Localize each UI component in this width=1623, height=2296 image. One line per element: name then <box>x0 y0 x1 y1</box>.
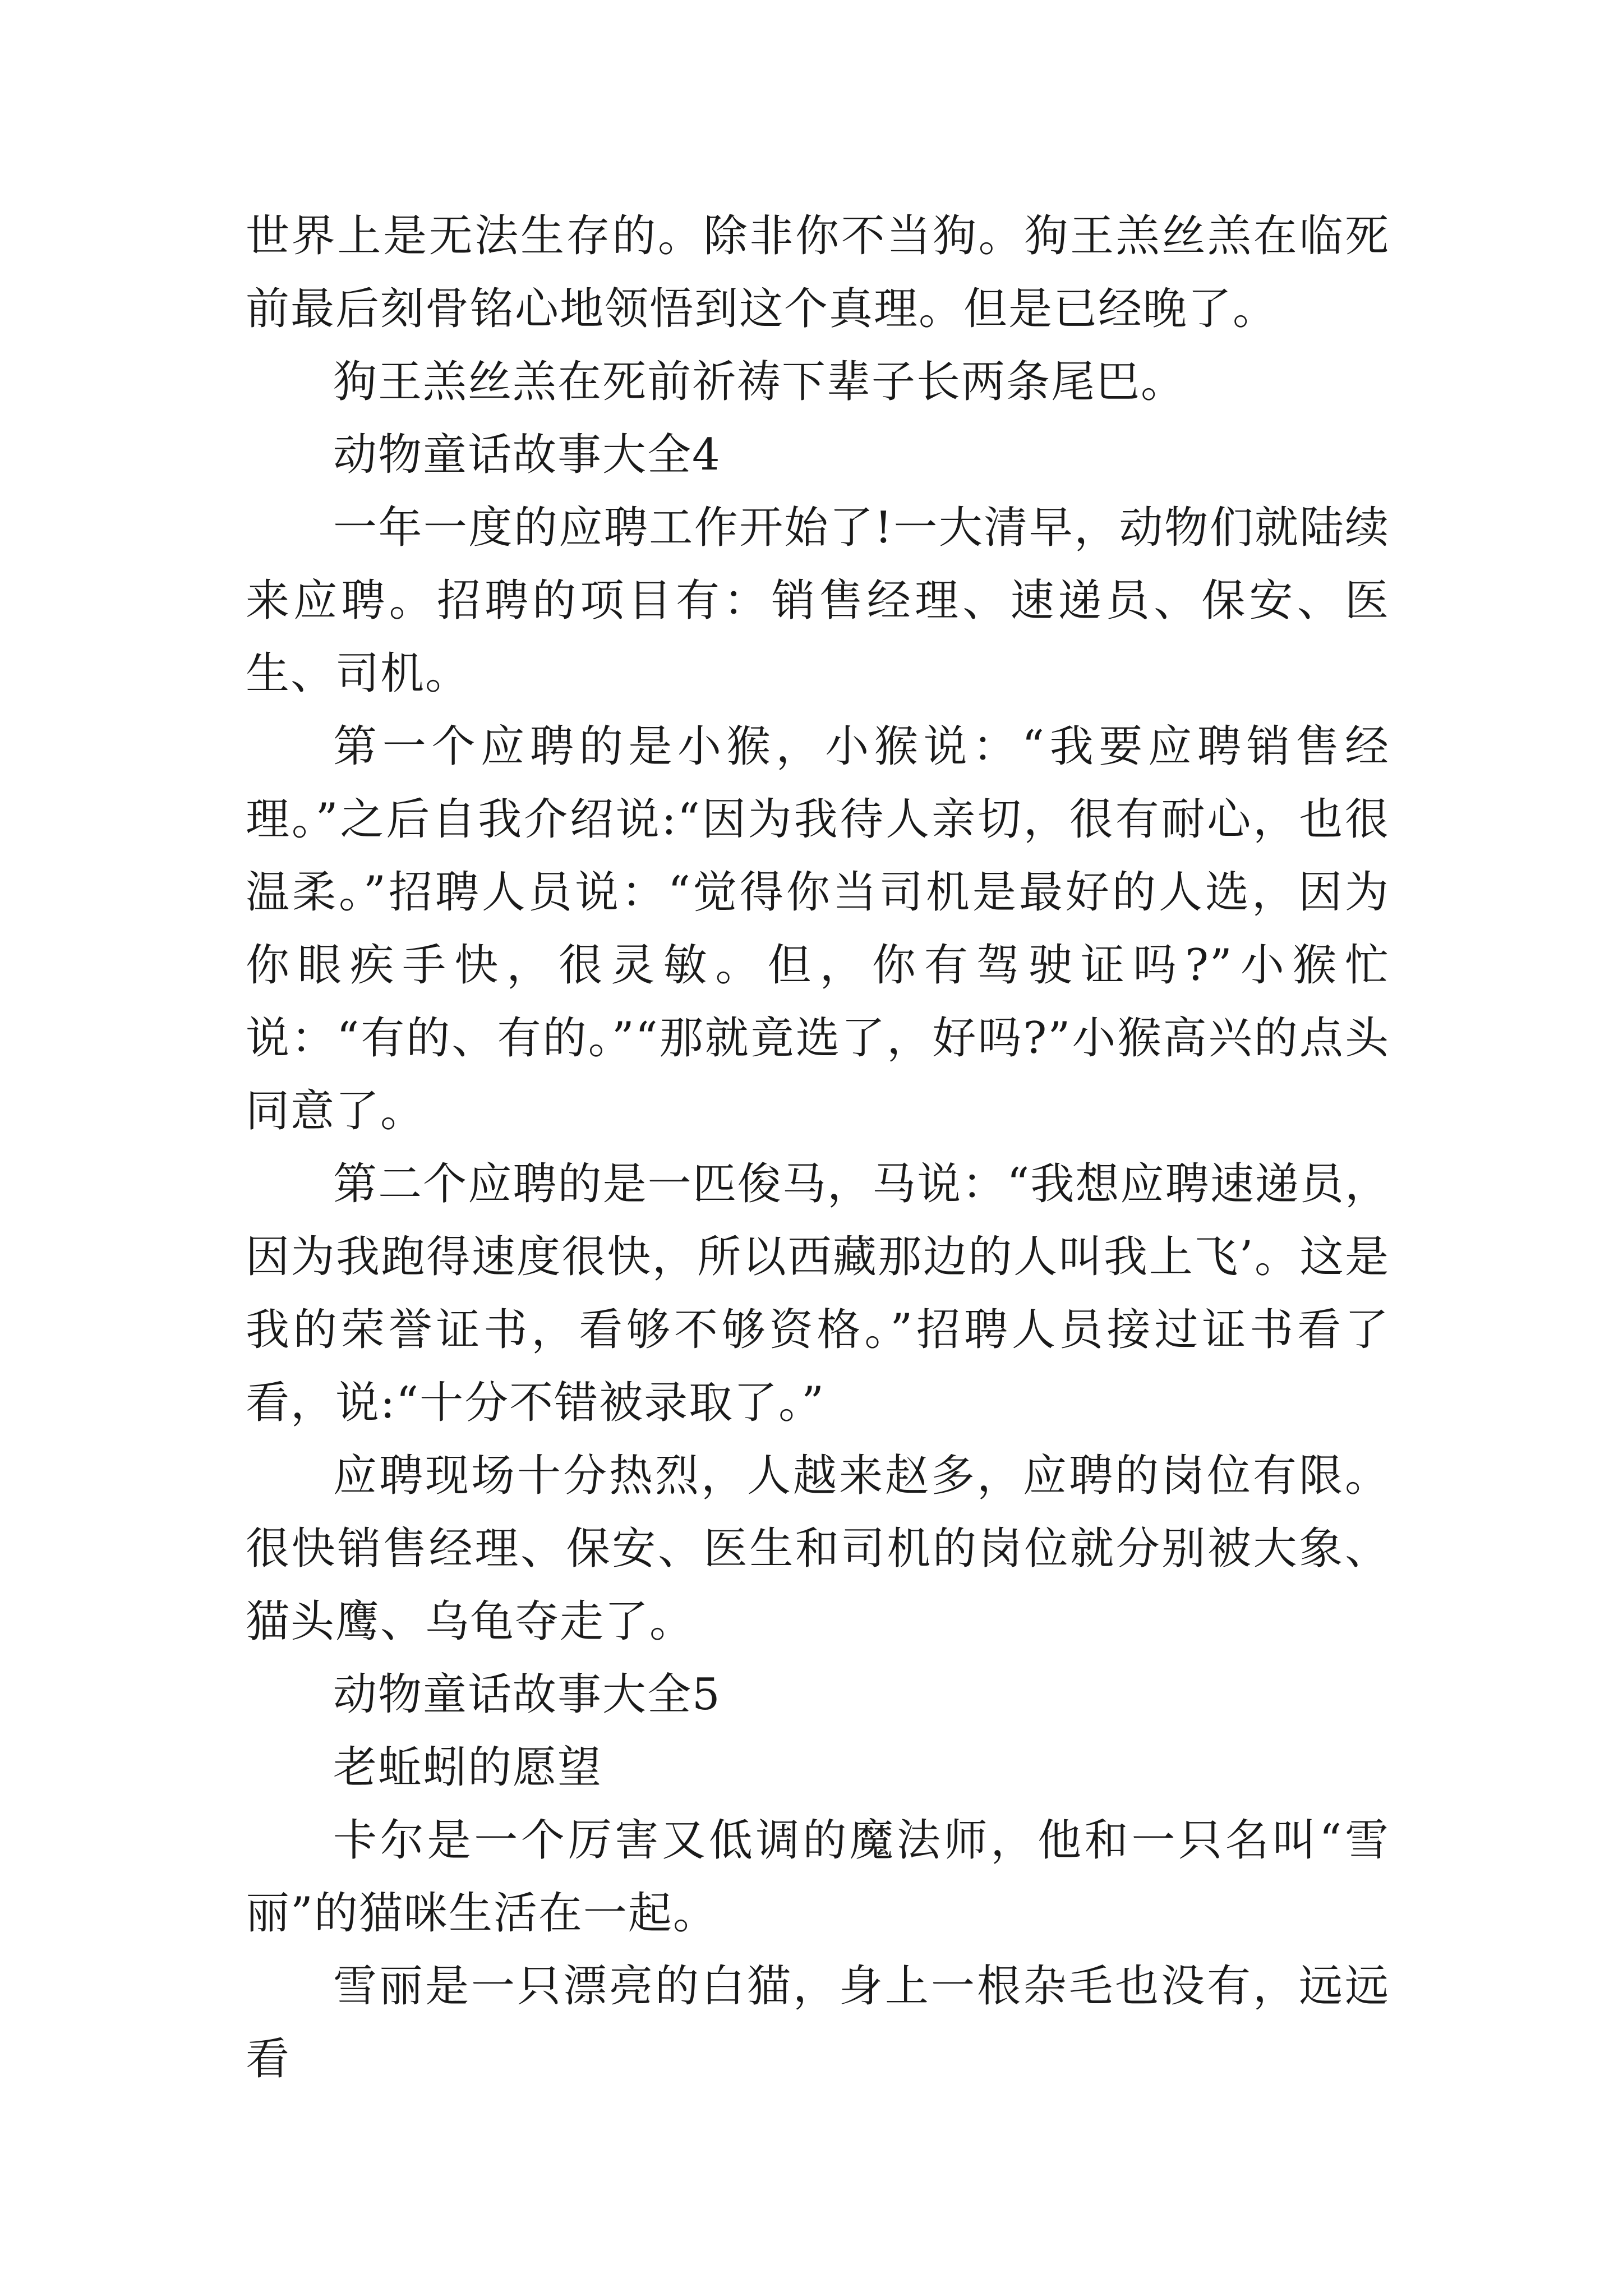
paragraph: 应聘现场十分热烈，人越来赵多，应聘的岗位有限。很快销售经理、保安、医生和司机的岗位就分别被大象、猫头鹰、乌龟夺走了。 <box>246 1451 1390 1647</box>
paragraph: 雪丽是一只漂亮的白猫，身上一根杂毛也没有，远远看 <box>246 1961 1390 2085</box>
section-heading: 动物童话故事大全4 <box>333 430 721 480</box>
paragraph-continuation: 世界上是无法生存的。除非你不当狗。狗王羔丝羔在临死前最后刻骨铭心地领悟到这个真理。但是已经晚了。 <box>246 211 1390 334</box>
paragraph: 第一个应聘的是小猴，小猴说：“我要应聘销售经理。”之后自我介绍说:“因为我待人亲切，很有耐心，也很温柔。”招聘人员说：“觉得你当司机是最好的人选，因为你眼疾手快，很灵敏。但，你有驾驶证吗?”小猴忙说：“有的、有的。”“那就竟选了，好吗?”小猴高兴的点头同意了。 <box>246 721 1390 1137</box>
paragraph: 第二个应聘的是一匹俊马，马说：“我想应聘速递员，因为我跑得速度很快，所以西藏那边的人叫我上飞’。这是我的荣誉证书，看够不够资格。”招聘人员接过证书看了看，说:“十分不错被录取了。” <box>246 1159 1390 1428</box>
section-heading: 动物童话故事大全5 <box>333 1669 721 1720</box>
paragraph: 狗王羔丝羔在死前祈祷下辈子长两条尾巴。 <box>333 357 1186 407</box>
paragraph: 卡尔是一个厉害又低调的魔法师，他和一只名叫“雪丽”的猫咪生活在一起。 <box>246 1815 1390 1939</box>
document-body <box>246 200 1390 2096</box>
paragraph: 一年一度的应聘工作开始了!一大清早，动物们就陆续来应聘。招聘的项目有：销售经理、速递员、保安、医生、司机。 <box>246 503 1390 699</box>
story-title: 老蚯蚓的愿望 <box>333 1742 603 1793</box>
